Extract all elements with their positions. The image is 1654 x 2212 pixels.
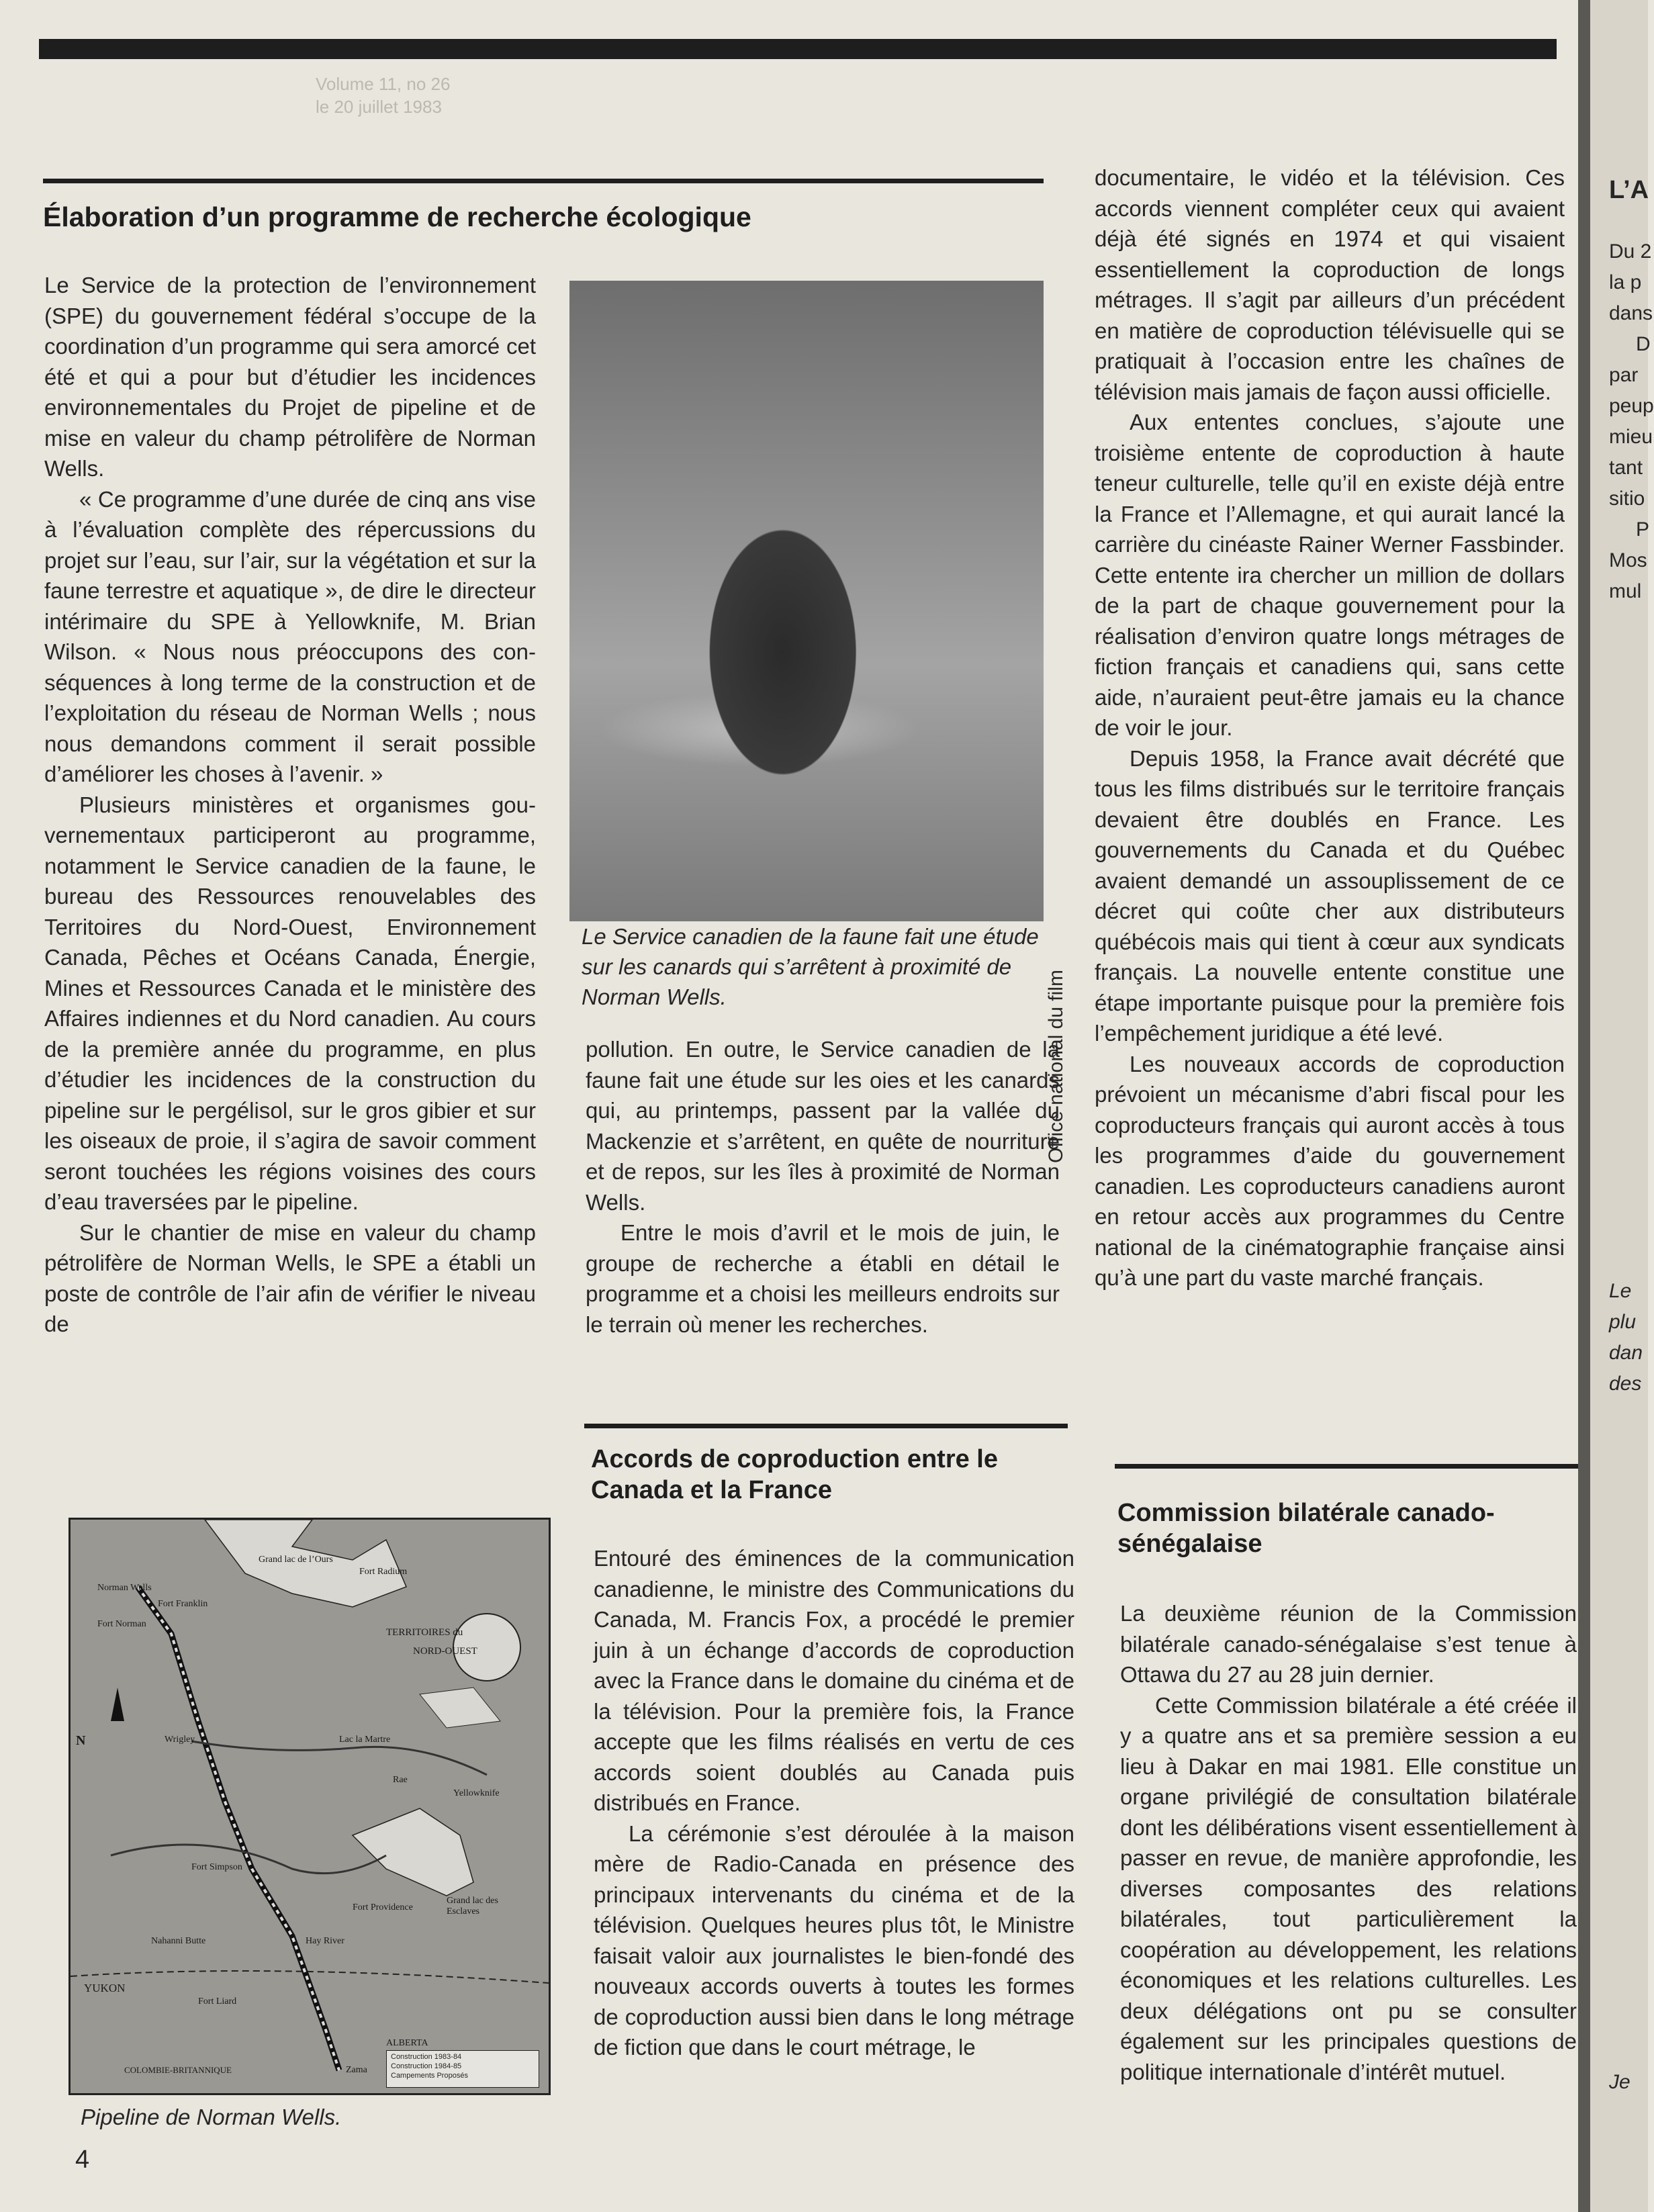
facing-page-title: L’A	[1609, 176, 1649, 204]
paragraph: Depuis 1958, la France avait décrété que tous les films distribués sur le territoire français devaient être doublés en France. Les gouvernements du Canada et du Québec avaient demandé un assouplissement de ce décret qui coûte cher aux distributeurs québécois mais qui tient à cœur aux syndicats français. La nouvelle entente constitue une étape importante puisque pour la première fois l’empêchement juridique a été levé.	[1095, 745, 1565, 1046]
lake-shape	[353, 1808, 473, 1896]
pipeline-map	[68, 1518, 551, 2095]
map-label: Fort Liard	[198, 1996, 237, 2007]
map-graphic	[71, 1520, 549, 2093]
top-rule	[39, 39, 1557, 59]
paragraph: La deuxième réunion de la Commission bilatérale canado-sénégalaise s’est tenue à Ottawa du 27 au 28 juin dernier.	[1120, 1601, 1577, 1687]
facing-page-caption: Le plu dan des	[1609, 1280, 1643, 1395]
map-label: Nahanni Butte	[151, 1936, 206, 1946]
facing-page-caption: Je	[1609, 2071, 1630, 2093]
map-label: Lac la Martre	[339, 1735, 391, 1745]
lake-shape	[420, 1688, 500, 1728]
map-label: Zama	[346, 2065, 367, 2075]
legend-item: Campements Proposés	[391, 2072, 468, 2080]
map-label: Hay River	[306, 1936, 344, 1946]
map-label: Fort Simpson	[191, 1862, 242, 1872]
map-label: Fort Norman	[97, 1619, 146, 1629]
article-column-5	[1120, 1598, 1577, 2087]
legend-item: Construction 1984-85	[391, 2062, 462, 2070]
article-rule	[584, 1424, 1068, 1428]
facing-page-text: Du 2 la p dans D par peup mieu tant sitio P Mos mul	[1609, 240, 1654, 602]
photo-credit: Office national du film	[1045, 970, 1067, 1163]
paragraph: Plusieurs ministères et organismes gouvernementaux participeront au programme, notamment le Service canadien de la faune, le bureau des Ressources renouvelables des Territoires du Nord-Ouest, Environnement Canada, Pêches et Océans Canada, Énergie, Mines et Ressources Canada et le ministère des Affaires indiennes et du Nord canadien. Au cours de la première année du programme, en plus d’étudier les incidences de la construction du pipeline sur le pergélisol, sur le gros gibier et sur les oiseaux de proie, il s’agira de savoir comment seront touchées les régions voisines des cours d’eau traversées par le pipeline.	[44, 792, 536, 1214]
article-column-2	[586, 1034, 1060, 1340]
paragraph: Aux ententes conclues, s’ajoute une troisième entente de coproduction à haute teneur culturelle, telle qu’il en existe déjà entre la France et l’Allemagne, et qui aurait lancé la carrière du cinéaste Rainer Werner Fassbinder. Cette entente ira chercher un million de dollars de la part de chaque gouvernement pour la réalisation d’environ quatre longs métrages de fiction français et canadiens qui, sans cette aide, n’auraient peut-être jamais eu la chance de voir le jour.	[1095, 410, 1565, 740]
map-label: Wrigley	[165, 1735, 195, 1745]
map-label: Grand lac de l’Ours	[259, 1555, 333, 1565]
bleed-through-text: Volume 11, no 26 le 20 juillet 1983	[316, 74, 451, 117]
article-rule	[1115, 1464, 1578, 1469]
map-label: TERRITOIRES du	[386, 1627, 463, 1638]
river-line	[191, 1741, 487, 1775]
paragraph: Sur le chantier de mise en valeur du champ pétrolifère de Norman Wells, le SPE a établi un poste de contrôle de l’air afin de vérifier le niveau de	[44, 1219, 536, 1336]
map-label: Yellowknife	[453, 1788, 500, 1798]
map-label: N	[76, 1733, 86, 1748]
map-label: Rae	[393, 1775, 408, 1785]
map-caption: Pipeline de Norman Wells.	[81, 2105, 342, 2129]
article-title: Accords de coproduction entre le Canada et la France	[591, 1445, 998, 1504]
paragraph: Cette Commission bilatérale a été créée il y a quatre ans et sa première session a eu lieu à Dakar en mai 1981. Elle constitue un organe privilégié de consultation bilatérale dont les délibérations visent essentiellement à passer en revue, de manière approfondie, les diverses composantes des relations bilatérales, tout particulièrement la coopération au développement, les relations économiques et les relations culturelles. Les deux délégations ont pu se consulter également sur les principales questions de politique internationale d’intérêt mutuel.	[1120, 1692, 1577, 2084]
article-column-1	[44, 270, 536, 1340]
paragraph: Le Service de la protection de l’environnement (SPE) du gouvernement fédéral s’occupe de la coordination d’un programme qui sera amorcé cet été et qui a pour but d’étudier les incidences environnementales du Projet de pipeline et de mise en valeur du champ pétrolifère de Norman Wells.	[44, 273, 536, 481]
map-label: NORD-OUEST	[413, 1646, 477, 1657]
map-legend	[386, 2050, 539, 2088]
map-label: Fort Radium	[359, 1567, 408, 1577]
paragraph: documentaire, le vidéo et la télévision. Ces accords viennent compléter ceux qui avaient déjà été signés en 1974 et qui visaient essentiellement la coproduction de longs métrages. Il s’agit par ailleurs d’un précédent en matière de coproduction télévisuelle qui se pratiquait à l’occasion entre les chaînes de télévision mais jamais de façon aussi officielle.	[1095, 165, 1565, 404]
paragraph: La cérémonie s’est déroulée à la maison mère de Radio-Canada en présence des principaux intervenants du cinéma et de la télévision. Quelques heures plus tôt, le Ministre faisait valoir aux journalistes le bien-fondé des nouveaux accords ouverts à toutes les formes de coproduction aussi bien dans le long métrage de fiction que dans le court métrage, le	[594, 1821, 1074, 2060]
page-gutter	[1578, 0, 1590, 2212]
pipeline-route	[138, 1587, 339, 2070]
duck-photo	[569, 281, 1044, 921]
article-title: Élaboration d’un programme de recherche écologique	[43, 201, 751, 232]
north-arrow	[111, 1688, 124, 1721]
photo-caption: Le Service canadien de la faune fait une étude sur les canards qui s’arrêtent à proximité de Norman Wells.	[582, 924, 1039, 1009]
paragraph: Entre le mois d’avril et le mois de juin, le groupe de recherche a établi en détail le programme et a choisi les meilleurs endroits sur le terrain où mener les recherches.	[586, 1220, 1060, 1337]
map-label: ALBERTA	[386, 2038, 428, 2048]
map-label: Grand lac des Esclaves	[447, 1896, 498, 1917]
article-column-4	[1095, 163, 1565, 1293]
article-rule	[43, 179, 1044, 183]
paragraph: Entouré des éminences de la communication canadienne, le ministre des Communications du Canada, M. Francis Fox, a procédé le premier juin à un échange d’accords de coproduction avec la France dans le domaine du cinéma et de la télévision. Pour la première fois, la France accepte que les films réalisés en vertu de ces accords soient doublés au Canada puis distribués en France.	[594, 1546, 1074, 1815]
paragraph: pollution. En outre, le Service canadien de la faune fait une étude sur les oies et les canards qui, au printemps, passent par la vallée du Mackenzie et s’arrêtent, en quête de nourriture et de repos, sur les îles à proximité de Norman Wells.	[586, 1037, 1060, 1215]
article-title: Commission bilatérale canado-sénégalaise	[1117, 1499, 1495, 1558]
map-label: YUKON	[84, 1982, 126, 1994]
article-column-3	[594, 1543, 1074, 2063]
paragraph: « Ce programme d’une durée de cinq ans vise à l’évaluation complète des répercussions du projet sur l’eau, sur l’air, sur la végétation et sur la faune terrestre et aquatique », de dire le directeur intérimaire du SPE à Yellowknife, M. Brian Wilson. « Nous nous préoccupons des conséquences à long terme de la construction et de l’exploitation du réseau de Norman Wells ; nous nous demandons comment il serait possible d’améliorer les choses à l’avenir. »	[44, 486, 536, 786]
map-label: Fort Franklin	[158, 1599, 208, 1609]
legend-item: Construction 1983-84	[391, 2053, 462, 2061]
map-label: Norman Wells	[97, 1583, 152, 1593]
page-number: 4	[75, 2146, 90, 2174]
map-label: Fort Providence	[353, 1902, 413, 1913]
map-label: COLOMBIE-BRITANNIQUE	[124, 2065, 232, 2075]
paragraph: Les nouveaux accords de coproduction prévoient un mécanisme d’abri fiscal pour les coproducteurs français qui auront accès à tous les programmes d’aide du gouvernement canadien. Les coproducteurs canadiens auront en retour accès aux programmes du Centre national de la cinématographie française ainsi qu’à une part du vaste marché français.	[1095, 1051, 1565, 1290]
